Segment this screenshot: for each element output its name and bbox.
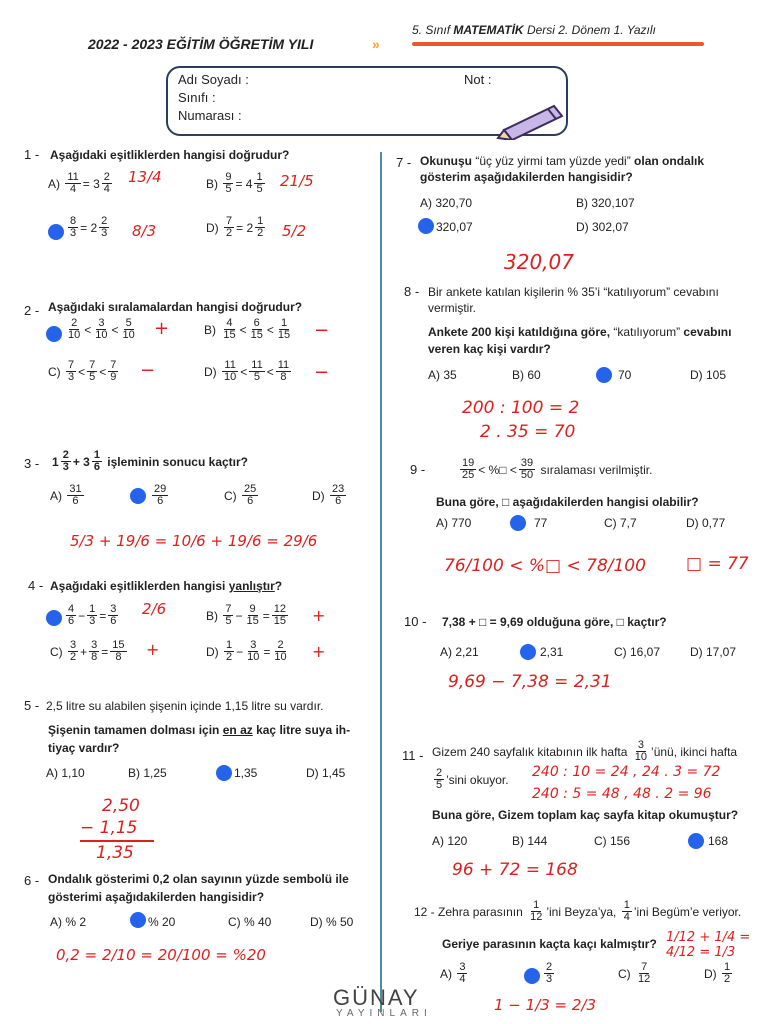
question-text: Buna göre, Gizem toplam kaç sayfa kitap okumuştur? [432, 808, 739, 822]
option-a[interactable]: A) 35 [428, 368, 457, 382]
option-b[interactable]: 77 [534, 516, 548, 530]
option-b[interactable]: % 20 [148, 915, 176, 929]
option-d[interactable]: D) $\frac{1}{2}$ − $\frac{3}{10}$ = $\frac{2}{10}$ [206, 639, 287, 663]
grade-label: Not : [464, 72, 492, 87]
header-underline [412, 42, 704, 46]
option-c[interactable]: C) 7,7 [604, 516, 637, 530]
handwritten-mark: + [146, 640, 160, 659]
option-a[interactable]: A) % 2 [50, 915, 87, 929]
publisher-logo: GÜNAY [333, 985, 420, 1010]
option-a[interactable]: A) 770 [436, 516, 472, 530]
option-label: A) [440, 966, 452, 981]
handwritten-work: 1,35 [96, 843, 134, 863]
handwritten-work: 76/100 < %□ < 78/100 [444, 556, 646, 576]
option-label: B) [204, 322, 216, 337]
handwritten-mark: − [140, 360, 156, 381]
option-b[interactable]: B) 144 [512, 834, 548, 848]
option-c[interactable]: $\frac{8}{3}$ = 2 $\frac{2}{3}$ [70, 215, 108, 239]
option-c[interactable]: 70 [618, 368, 632, 382]
handwritten-work: − 1,15 [80, 818, 138, 838]
question-number: 5 - [24, 698, 40, 713]
option-label: C) [618, 966, 631, 981]
question-number: 8 - [404, 284, 420, 299]
option-c[interactable]: C) % 40 [228, 915, 272, 929]
option-d[interactable]: D) $\frac{7}{2}$ = 2 $\frac{1}{2}$ [206, 215, 264, 239]
handwritten-work: 1 − 1/3 = 2/3 [494, 996, 597, 1014]
handwritten-work: 240 : 5 = 48 , 48 . 2 = 96 [532, 786, 712, 802]
option-d[interactable]: D) 0,77 [686, 516, 726, 530]
question-number: 4 - [28, 578, 44, 593]
question-premise-2: $\frac{2}{5}$ ’sini okuyor. [436, 767, 509, 791]
term-text: Dersi 2. Dönem 1. Yazılı [526, 23, 656, 37]
option-label: D) [312, 488, 325, 503]
option-b[interactable]: 2,31 [540, 645, 564, 659]
handwritten-work: 2 . 35 = 70 [480, 422, 576, 442]
handwritten-work: 5/2 [282, 222, 307, 240]
handwritten-work: 96 + 72 = 168 [452, 860, 578, 880]
question-text-2: gösterimi aşağıdakilerden hangisidir? [48, 890, 265, 904]
question-text: Geriye parasının kaçta kaçı kalmıştır? [442, 937, 657, 951]
answer-mark [524, 968, 540, 984]
option-c[interactable]: 1,35 [234, 766, 258, 780]
handwritten-work: 13/4 [128, 168, 162, 186]
handwritten-work: 2,50 [102, 796, 140, 816]
question-text: işleminin sonucu kaçtır? [107, 454, 248, 469]
option-b[interactable]: B) 60 [512, 368, 541, 382]
option-d[interactable]: D) $\frac{11}{10}$ < $\frac{11}{5}$ < $\frac{11}{8}$ [204, 359, 290, 383]
handwritten-rule [80, 840, 154, 842]
answer-mark [130, 488, 146, 504]
question-text: Aşağıdaki eşitliklerden hangisi yanlıştır? [50, 579, 283, 593]
option-a[interactable]: A) 1,10 [46, 766, 85, 780]
option-d[interactable]: D) 17,07 [690, 645, 737, 659]
option-c[interactable]: C) $\frac{7}{12}$ [618, 961, 651, 985]
handwritten-work: 240 : 10 = 24 , 24 . 3 = 72 [532, 764, 721, 780]
question-number: 11 - [402, 748, 424, 763]
answer-mark [596, 367, 612, 383]
handwritten-mark: + [312, 606, 326, 625]
answer-mark [216, 765, 232, 781]
handwritten-work: 5/3 + 19/6 = 10/6 + 19/6 = 29/6 [70, 532, 318, 550]
column-divider [380, 152, 382, 1012]
question-text: Aşağıdaki sıralamalardan hangisi doğrudur? [48, 300, 303, 314]
handwritten-mark: + [312, 642, 326, 661]
publisher-subtitle: YAYINLARI [336, 1008, 432, 1019]
option-a[interactable]: A) 120 [432, 834, 468, 848]
answer-mark [418, 218, 434, 234]
option-a[interactable]: $\frac{4}{6}$ − $\frac{1}{3}$ = $\frac{3}{6}$ [68, 603, 117, 627]
question-number: 1 - [24, 147, 40, 162]
question-number: 10 - [404, 614, 427, 629]
option-b[interactable]: B) $\frac{7}{5}$ − $\frac{9}{15}$ = $\frac{12}{15}$ [206, 603, 286, 627]
handwritten-mark: − [314, 362, 330, 383]
option-b[interactable]: $\frac{29}{6}$ [154, 483, 167, 507]
answer-mark [46, 326, 62, 342]
page-title: 2022 - 2023 EĞİTİM ÖĞRETİM YILI [88, 36, 314, 52]
option-c[interactable]: C) 16,07 [614, 645, 661, 659]
handwritten-work: 21/5 [280, 172, 314, 190]
option-a[interactable]: A) $\frac{31}{6}$ [50, 483, 82, 507]
option-label: D) [204, 364, 217, 379]
handwritten-work: 200 : 100 = 2 [462, 398, 580, 418]
option-b[interactable]: B) $\frac{4}{15}$ < $\frac{6}{15}$ < $\frac{1}{15}$ [204, 317, 291, 341]
option-label: C) [48, 364, 61, 379]
option-label: B) [206, 608, 218, 623]
question-number: 3 - [24, 456, 40, 471]
option-b[interactable]: B) 320,107 [576, 196, 635, 210]
option-d[interactable]: D) 1,45 [306, 766, 346, 780]
option-label: A) [50, 488, 62, 503]
question-text: Ondalık gösterimi 0,2 olan sayının yüzde sembolü ile [48, 872, 349, 886]
option-d[interactable]: D) 105 [690, 368, 727, 382]
option-label: A) [48, 176, 60, 191]
question-premise: Gizem 240 sayfalık kitabının ilk hafta $\frac{3}{10}$ ’ünü, ikinci hafta [432, 739, 738, 763]
option-a[interactable]: A) 320,70 [420, 196, 473, 210]
option-c[interactable]: C) 156 [594, 834, 631, 848]
option-c[interactable]: C) $\frac{3}{2}$ + $\frac{3}{8}$ = $\frac{15}{8}$ [50, 639, 125, 663]
option-label: B) [206, 176, 218, 191]
answer-mark [46, 610, 62, 626]
answer-mark [520, 644, 536, 660]
option-b[interactable]: B) $\frac{9}{5}$ = 4 $\frac{1}{5}$ [206, 171, 263, 195]
name-label: Adı Soyadı : [178, 72, 249, 87]
question-number: 6 - [24, 873, 40, 888]
question-text: Buna göre, □ aşağıdakilerden hangisi olabilir? [436, 495, 699, 509]
class-label: Sınıfı : [178, 90, 216, 105]
option-label: D) [206, 220, 219, 235]
question-text-2: gösterim aşağıdakilerden hangisidir? [420, 170, 633, 184]
option-label: D) [704, 966, 717, 981]
handwritten-mark: − [314, 320, 330, 341]
option-label: C) [50, 644, 63, 659]
question-number: 12 - [414, 904, 435, 919]
handwritten-mark: + [154, 318, 170, 339]
question-text-2: veren kaç kişi vardır? [428, 342, 551, 356]
question-number: 7 - [396, 155, 412, 170]
handwritten-mark: 2/6 [142, 600, 167, 618]
chevron-right-icon: » [372, 36, 380, 52]
option-d[interactable]: D) $\frac{1}{2}$ [704, 961, 731, 985]
answer-mark [48, 224, 64, 240]
question-text: Ankete 200 kişi katıldığına göre, “katılıyorum” cevabını [428, 325, 732, 339]
question-premise: Bir ankete katılan kişilerin % 35’i “katılıyorum” cevabını [428, 285, 719, 299]
option-b[interactable]: $\frac{2}{3}$ [546, 961, 553, 985]
option-label: D) [206, 644, 219, 659]
option-d[interactable]: D) 302,07 [576, 220, 629, 234]
option-a[interactable]: A) $\frac{3}{4}$ [440, 961, 466, 985]
handwritten-work: 9,69 − 7,38 = 2,31 [448, 672, 612, 692]
option-label: C) [224, 488, 237, 503]
option-d[interactable]: D) $\frac{23}{6}$ [312, 483, 345, 507]
answer-mark [688, 833, 704, 849]
option-b[interactable]: B) 1,25 [128, 766, 167, 780]
grade-text: 5. Sınıf [412, 23, 451, 37]
option-a[interactable]: $\frac{2}{10}$ < $\frac{3}{10}$ < $\frac{5}{10}$ [68, 317, 135, 341]
pencil-icon [496, 100, 568, 140]
question-text: Aşağıdaki eşitliklerden hangisi doğrudur? [50, 148, 290, 162]
handwritten-work: 8/3 [132, 222, 157, 240]
handwritten-work: 320,07 [504, 250, 574, 274]
option-c[interactable]: C) $\frac{25}{6}$ [224, 483, 257, 507]
option-c[interactable]: C) $\frac{7}{3}$ < $\frac{7}{5}$ < $\frac{7}{9}$ [48, 359, 117, 383]
question-text-2: tiyaç vardır? [48, 741, 120, 755]
option-d[interactable]: 168 [708, 834, 729, 848]
question-premise: 2,5 litre su alabilen şişenin içinde 1,15 litre su vardır. [46, 699, 324, 713]
question-number: 9 - [410, 462, 426, 477]
option-d[interactable]: D) % 50 [310, 915, 354, 929]
question-premise-2: vermiştir. [428, 301, 476, 315]
answer-mark [510, 515, 526, 531]
question-text: 7,38 + □ = 9,69 olduğuna göre, □ kaçtır? [442, 615, 667, 629]
number-label: Numarası : [178, 108, 242, 123]
handwritten-work: □ = 77 [686, 554, 749, 574]
option-a[interactable]: A) $\frac{11}{4}$ = 3 $\frac{2}{4}$ [48, 171, 110, 195]
exam-subtitle [412, 23, 656, 37]
answer-mark [130, 912, 146, 928]
option-c[interactable]: 320,07 [436, 220, 473, 234]
question-expression: $\frac{19}{25}$ < %□ < $\frac{39}{50}$ sıralaması verilmiştir. [462, 457, 653, 481]
question-number: 2 - [24, 303, 40, 318]
handwritten-work: 1/12 + 1/4 = 4/12 = 1/3 [666, 930, 751, 960]
question-expression: 1 $\frac{2}{3}$ + 3 $\frac{1}{6}$ işleminin sonucu kaçtır? [52, 449, 248, 473]
subject-text: MATEMATİK [453, 23, 524, 37]
handwritten-work: 0,2 = 2/10 = 20/100 = %20 [56, 946, 266, 964]
question-premise: 12 - Zehra parasının $\frac{1}{12}$ ’ini Beyza’ya, $\frac{1}{4}$ ’ini Begüm’e veriyor. [414, 899, 742, 923]
option-a[interactable]: A) 2,21 [440, 645, 479, 659]
question-text: Şişenin tamamen dolması için en az kaç litre suya ih- [48, 723, 351, 737]
question-text: Okunuşu “üç yüz yirmi tam yüzde yedi” olan ondalık [420, 154, 705, 168]
